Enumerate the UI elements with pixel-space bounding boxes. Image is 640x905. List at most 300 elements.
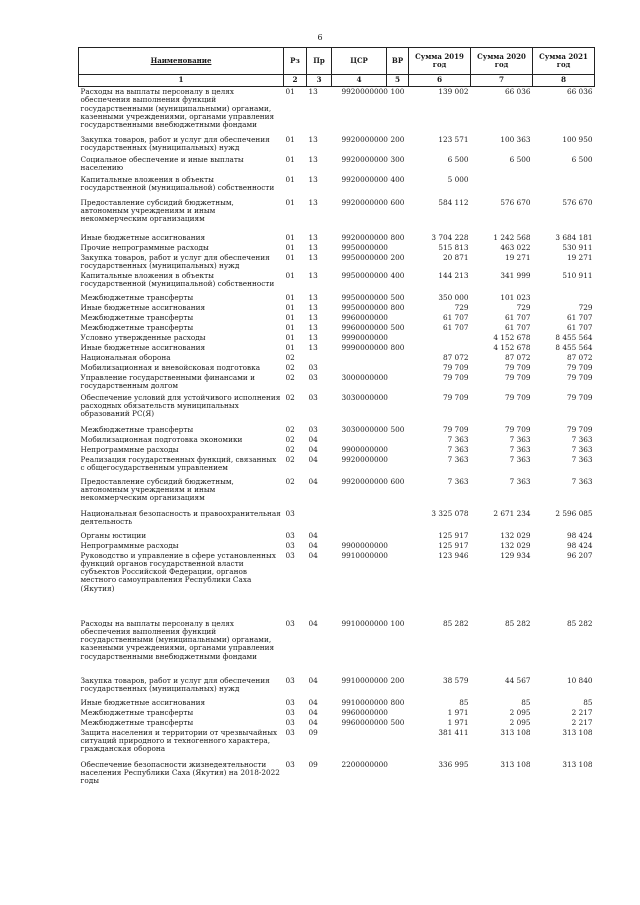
row-vr (387, 363, 409, 373)
row-csr: 9900000000 (341, 444, 388, 454)
row-sum-2021: 79 709 (566, 372, 593, 382)
row-sum-2021: 8 455 564 (555, 332, 593, 342)
row-csr: 9910000000 (341, 618, 388, 628)
table-row (79, 531, 595, 541)
table-row (79, 619, 595, 676)
row-sum-2020: 1 242 568 (493, 232, 531, 242)
table-row (79, 455, 595, 477)
row-csr: 9960000000 (341, 717, 388, 727)
column-number: 8 (533, 75, 595, 87)
table-row (79, 313, 595, 323)
row-pr: 13 (308, 302, 318, 312)
row-sum-2019: 5 000 (447, 174, 469, 184)
row-sum-2019: 350 000 (438, 292, 469, 302)
row-rz: 03 (285, 550, 295, 560)
table-row (79, 135, 595, 155)
table-row (79, 393, 595, 425)
row-name: Закупка товаров, работ и услуг для обеспечения государственных (муниципальных) нужд (80, 252, 270, 270)
table-header (79, 48, 595, 87)
row-pr: 04 (308, 717, 318, 727)
row-sum-2019: 381 411 (438, 727, 469, 737)
row-pr: 13 (308, 174, 318, 184)
row-sum-2020: 132 029 (500, 530, 531, 540)
row-sum-2020: 7 363 (509, 454, 531, 464)
row-sum-2019: 61 707 (442, 312, 469, 322)
row-csr (332, 363, 387, 373)
row-csr: 9920000000 (341, 174, 388, 184)
row-name: Мобилизационная и вневойсковая подготовка (80, 362, 261, 372)
row-name: Межбюджетные трансферты (80, 424, 194, 434)
row-sum-2019: 85 (459, 697, 469, 707)
column-number: 3 (307, 75, 332, 87)
table-row (79, 708, 595, 718)
row-vr: 600 (390, 476, 405, 486)
row-vr: 400 (390, 270, 405, 280)
row-csr: 9920000000 (341, 476, 388, 486)
row-vr: 800 (390, 232, 405, 242)
row-rz: 03 (285, 759, 295, 769)
row-rz: 02 (285, 352, 295, 362)
row-vr: 500 (390, 424, 405, 434)
row-rz: 01 (285, 292, 295, 302)
row-name: Межбюджетные трансферты (80, 292, 194, 302)
column-number: 2 (284, 75, 307, 87)
row-name: Мобилизационная подготовка экономики (80, 434, 243, 444)
table-row (79, 445, 595, 455)
row-name: Предоставление субсидий бюджетным, автономным учреждениям и иным некоммерческим организациям (80, 476, 234, 503)
row-name: Предоставление субсидий бюджетным, автономным учреждениям и иным некоммерческим организациям (80, 197, 234, 224)
header-rz: Рз (284, 48, 307, 75)
row-name: Закупка товаров, работ и услуг для обеспечения государственных (муниципальных) нужд (80, 675, 270, 693)
row-sum-2021: 7 363 (571, 454, 593, 464)
row-rz: 02 (285, 434, 295, 444)
row-vr: 200 (390, 252, 405, 262)
row-csr: 9960000000 (341, 707, 388, 717)
row-name: Межбюджетные трансферты (80, 717, 194, 727)
column-number: 7 (471, 75, 533, 87)
row-pr: 04 (308, 707, 318, 717)
table-row (79, 155, 595, 175)
row-sum-2020: 313 108 (500, 727, 531, 737)
table-row (79, 271, 595, 293)
row-name: Защита населения и территории от чрезвычайных ситуаций природного и техногенного характера, гражданская оборона (80, 727, 278, 754)
row-sum-2019: 79 709 (442, 362, 469, 372)
header-name: Наименование (79, 48, 284, 75)
row-sum-2020: 4 152 678 (493, 332, 531, 342)
header-row (79, 48, 595, 75)
row-sum-2020: 4 152 678 (493, 342, 531, 352)
row-rz: 02 (285, 372, 295, 382)
row-sum-2020: 87 072 (504, 352, 531, 362)
row-rz: 02 (285, 362, 295, 372)
row-name: Национальная оборона (80, 352, 171, 362)
row-vr: 800 (390, 302, 405, 312)
row-csr (332, 509, 387, 531)
table-row (79, 323, 595, 333)
row-sum-2019: 3 704 228 (431, 232, 469, 242)
table-row (79, 760, 595, 786)
row-vr (387, 728, 409, 760)
row-name: Капитальные вложения в объекты государственной (муниципальной) собственности (80, 174, 275, 192)
row-rz: 02 (285, 392, 295, 402)
row-sum-2020: 313 108 (500, 759, 531, 769)
row-sum-2020: 129 934 (500, 550, 531, 560)
row-pr: 13 (308, 197, 318, 207)
row-sum-2020: 85 282 (504, 618, 531, 628)
row-vr: 100 (390, 87, 405, 96)
row-sum-2021: 79 709 (566, 392, 593, 402)
row-vr: 500 (390, 322, 405, 332)
row-sum-2019: 1 971 (447, 717, 469, 727)
row-sum-2020: 7 363 (509, 476, 531, 486)
table-row (79, 541, 595, 551)
row-sum-2019: 38 579 (442, 675, 469, 685)
table-row (79, 509, 595, 531)
row-vr: 800 (390, 342, 405, 352)
row-name: Обеспечение условий для устойчивого исполнения расходных обязательств муниципальных образований РС(Я) (80, 392, 281, 419)
row-pr: 13 (308, 134, 318, 144)
row-sum-2021: 61 707 (566, 312, 593, 322)
table-row (79, 353, 595, 363)
row-csr: 9990000000 (341, 332, 388, 342)
row-vr: 500 (390, 717, 405, 727)
header-vr: ВР (387, 48, 409, 75)
row-sum-2019: 515 813 (438, 242, 469, 252)
row-sum-2019: 7 363 (447, 454, 469, 464)
row-rz: 01 (285, 332, 295, 342)
row-vr (387, 551, 409, 619)
row-rz: 03 (285, 697, 295, 707)
row-pr (307, 509, 332, 531)
row-sum-2021: 2 596 085 (555, 508, 593, 518)
budget-table (78, 47, 595, 785)
row-sum-2019: 7 363 (447, 476, 469, 486)
row-csr: 9920000000 (341, 232, 388, 242)
row-name: Прочие непрограммные расходы (80, 242, 209, 252)
table-row (79, 198, 595, 233)
row-sum-2019 (409, 333, 471, 343)
row-rz: 03 (285, 727, 295, 737)
table-row (79, 253, 595, 271)
row-csr: 9920000000 (341, 197, 388, 207)
row-sum-2019: 584 112 (438, 197, 469, 207)
row-sum-2019: 125 917 (438, 540, 469, 550)
row-sum-2020: 576 670 (500, 197, 531, 207)
row-sum-2021: 7 363 (571, 476, 593, 486)
table-row (79, 728, 595, 760)
row-name: Межбюджетные трансферты (80, 322, 194, 332)
row-sum-2020: 66 036 (504, 87, 531, 96)
row-sum-2019: 79 709 (442, 372, 469, 382)
row-sum-2020: 729 (516, 302, 531, 312)
row-rz: 02 (285, 424, 295, 434)
row-sum-2021: 576 670 (562, 197, 593, 207)
row-rz: 03 (285, 717, 295, 727)
table-row (79, 477, 595, 509)
row-sum-2019: 79 709 (442, 392, 469, 402)
row-name: Обеспечение безопасности жизнедеятельности населения Республики Саха (Якутия) на 2018-2022 годы (80, 759, 280, 786)
row-rz: 02 (285, 454, 295, 464)
row-pr: 13 (308, 332, 318, 342)
row-pr: 13 (308, 87, 318, 96)
row-vr (387, 393, 409, 425)
row-sum-2020: 19 271 (504, 252, 531, 262)
row-sum-2021: 10 840 (566, 675, 593, 685)
row-sum-2020: 79 709 (504, 424, 531, 434)
row-csr: 9960000000 (341, 312, 388, 322)
row-name: Органы юстиции (80, 530, 147, 540)
row-sum-2019: 7 363 (447, 434, 469, 444)
row-sum-2019: 61 707 (442, 322, 469, 332)
budget-table-container (78, 47, 594, 785)
table-row (79, 233, 595, 243)
row-sum-2021: 19 271 (566, 252, 593, 262)
row-name: Непрограммные расходы (80, 444, 179, 454)
row-name: Социальное обеспечение и иные выплаты населению (80, 154, 244, 172)
row-name: Иные бюджетные ассигнования (80, 232, 206, 242)
row-pr: 13 (308, 292, 318, 302)
row-sum-2021: 7 363 (571, 434, 593, 444)
table-row (79, 303, 595, 313)
column-number-row (79, 75, 595, 87)
row-pr: 03 (308, 362, 318, 372)
row-sum-2020: 61 707 (504, 312, 531, 322)
row-rz: 02 (285, 444, 295, 454)
row-sum-2020: 79 709 (504, 392, 531, 402)
row-pr: 04 (308, 444, 318, 454)
row-pr: 04 (308, 540, 318, 550)
row-csr (332, 728, 387, 760)
row-rz: 01 (285, 270, 295, 280)
row-sum-2021: 87 072 (566, 352, 593, 362)
row-pr: 03 (308, 372, 318, 382)
row-sum-2020: 79 709 (504, 362, 531, 372)
row-rz: 01 (285, 197, 295, 207)
row-name: Реализация государственных функций, связанных с общегосударственным управлением (80, 454, 277, 472)
row-sum-2021: 7 363 (571, 444, 593, 454)
row-sum-2019: 6 500 (447, 154, 469, 164)
row-sum-2021: 313 108 (562, 727, 593, 737)
table-row (79, 363, 595, 373)
table-row (79, 435, 595, 445)
row-pr: 13 (308, 154, 318, 164)
row-name: Иные бюджетные ассигнования (80, 302, 206, 312)
row-csr: 9910000000 (341, 697, 388, 707)
row-sum-2021: 98 424 (566, 540, 593, 550)
row-pr: 13 (308, 242, 318, 252)
row-rz: 01 (285, 322, 295, 332)
row-csr: 3000000000 (341, 372, 388, 382)
row-vr (387, 313, 409, 323)
row-sum-2019: 144 213 (438, 270, 469, 280)
row-rz: 03 (285, 675, 295, 685)
row-sum-2021: 79 709 (566, 424, 593, 434)
row-sum-2019: 729 (454, 302, 469, 312)
row-csr: 3030000000 (341, 392, 388, 402)
row-pr: 04 (308, 697, 318, 707)
row-vr: 100 (390, 618, 405, 628)
row-name: Расходы на выплаты персоналу в целях обеспечения выполнения функций государственными (муниципальными) органами, казенными учреждениями, органами управления государственными внебюджетными фондами (80, 87, 275, 130)
row-name: Управление государственными финансами и государственным долгом (80, 372, 255, 390)
table-row (79, 333, 595, 343)
row-rz: 01 (285, 232, 295, 242)
row-sum-2019: 123 946 (438, 550, 469, 560)
row-vr (387, 333, 409, 343)
row-pr: 04 (308, 550, 318, 560)
row-pr: 04 (308, 675, 318, 685)
row-sum-2020: 6 500 (509, 154, 531, 164)
row-sum-2021: 510 911 (562, 270, 593, 280)
row-pr: 04 (308, 434, 318, 444)
row-vr (387, 353, 409, 363)
row-sum-2020: 2 095 (509, 707, 531, 717)
row-rz: 01 (285, 342, 295, 352)
row-name: Межбюджетные трансферты (80, 707, 194, 717)
row-name: Закупка товаров, работ и услуг для обеспечения государственных (муниципальных) нужд (80, 134, 270, 152)
row-csr: 9990000000 (341, 342, 388, 352)
row-pr: 09 (308, 759, 318, 769)
row-sum-2021: 6 500 (571, 154, 593, 164)
row-csr: 9950000000 (341, 242, 388, 252)
row-name: Иные бюджетные ассигнования (80, 697, 206, 707)
table-body (79, 87, 595, 786)
row-rz: 01 (285, 134, 295, 144)
row-csr: 9920000000 (341, 454, 388, 464)
row-rz: 01 (285, 312, 295, 322)
row-sum-2019: 336 995 (438, 759, 469, 769)
row-name: Условно утвержденные расходы (80, 332, 206, 342)
table-row (79, 373, 595, 393)
row-sum-2021: 8 455 564 (555, 342, 593, 352)
row-sum-2020: 7 363 (509, 444, 531, 454)
row-name: Иные бюджетные ассигнования (80, 342, 206, 352)
row-pr: 03 (308, 424, 318, 434)
header-sum-2019: Сумма 2019 год (409, 48, 471, 75)
row-vr (387, 445, 409, 455)
row-vr: 600 (390, 197, 405, 207)
row-sum-2020: 2 095 (509, 717, 531, 727)
row-pr: 04 (308, 454, 318, 464)
header-sum-2020: Сумма 2020 год (471, 48, 533, 75)
row-rz: 01 (285, 302, 295, 312)
row-csr: 9920000000 (341, 134, 388, 144)
column-number: 5 (387, 75, 409, 87)
row-sum-2019: 87 072 (442, 352, 469, 362)
row-vr (387, 455, 409, 477)
row-csr: 9920000000 (341, 87, 388, 96)
row-sum-2019: 7 363 (447, 444, 469, 454)
table-row (79, 698, 595, 708)
row-pr: 13 (308, 342, 318, 352)
row-sum-2020: 132 029 (500, 540, 531, 550)
row-sum-2021: 61 707 (566, 322, 593, 332)
row-sum-2021: 66 036 (566, 87, 593, 96)
row-rz: 02 (285, 476, 295, 486)
row-sum-2019: 79 709 (442, 424, 469, 434)
row-pr: 13 (308, 252, 318, 262)
table-row (79, 175, 595, 198)
row-pr: 09 (308, 727, 318, 737)
row-pr: 04 (308, 618, 318, 628)
row-vr: 300 (390, 154, 405, 164)
row-rz: 03 (285, 618, 295, 628)
row-pr: 13 (308, 232, 318, 242)
row-vr (387, 373, 409, 393)
row-sum-2020: 7 363 (509, 434, 531, 444)
table-row (79, 87, 595, 135)
row-sum-2019: 1 971 (447, 707, 469, 717)
row-sum-2021: 2 217 (571, 707, 593, 717)
row-sum-2019: 3 325 078 (431, 508, 469, 518)
column-number: 6 (409, 75, 471, 87)
header-sum-2021: Сумма 2021 год (533, 48, 595, 75)
row-sum-2021 (533, 175, 595, 198)
header-pr: Пр (307, 48, 332, 75)
row-sum-2021 (533, 293, 595, 303)
row-csr: 9950000000 (341, 252, 388, 262)
row-pr: 03 (308, 392, 318, 402)
table-row (79, 676, 595, 698)
row-sum-2021: 98 424 (566, 530, 593, 540)
row-sum-2021: 79 709 (566, 362, 593, 372)
row-vr (387, 435, 409, 445)
row-rz: 01 (285, 252, 295, 262)
row-sum-2019: 85 282 (442, 618, 469, 628)
row-csr (332, 353, 387, 363)
row-rz: 03 (285, 540, 295, 550)
row-pr: 04 (308, 530, 318, 540)
row-sum-2020: 101 023 (500, 292, 531, 302)
row-sum-2020: 341 999 (500, 270, 531, 280)
table-row (79, 718, 595, 728)
row-rz: 03 (285, 508, 295, 518)
row-rz: 01 (285, 242, 295, 252)
row-vr (387, 541, 409, 551)
row-vr (387, 531, 409, 541)
table-row (79, 343, 595, 353)
row-rz: 01 (285, 174, 295, 184)
row-vr: 200 (390, 134, 405, 144)
row-sum-2020 (471, 175, 533, 198)
row-sum-2021: 96 207 (566, 550, 593, 560)
row-vr (387, 760, 409, 786)
column-number: 4 (332, 75, 387, 87)
row-sum-2021: 729 (578, 302, 593, 312)
row-csr: 9950000000 (341, 302, 388, 312)
row-sum-2019: 125 917 (438, 530, 469, 540)
row-vr: 400 (390, 174, 405, 184)
row-sum-2020: 79 709 (504, 372, 531, 382)
row-name: Расходы на выплаты персоналу в целях обеспечения выполнения функций государственными (муниципальными) органами, казенными учреждениями, органами управления государственными внебюджетными фондами (80, 618, 275, 661)
row-sum-2019: 20 871 (442, 252, 469, 262)
row-name: Национальная безопасность и правоохранительная деятельность (80, 508, 281, 526)
row-sum-2021: 2 217 (571, 717, 593, 727)
row-csr: 9920000000 (341, 154, 388, 164)
row-sum-2021: 85 (583, 697, 593, 707)
row-sum-2020: 100 363 (500, 134, 531, 144)
row-sum-2021: 313 108 (562, 759, 593, 769)
row-vr (387, 708, 409, 718)
row-csr: 9950000000 (341, 292, 388, 302)
table-row (79, 551, 595, 619)
row-csr: 2200000000 (341, 759, 388, 769)
row-csr: 9950000000 (341, 270, 388, 280)
row-sum-2019 (409, 343, 471, 353)
row-vr: 800 (390, 697, 405, 707)
row-csr (332, 531, 387, 541)
row-sum-2020: 61 707 (504, 322, 531, 332)
row-name: Непрограммные расходы (80, 540, 179, 550)
